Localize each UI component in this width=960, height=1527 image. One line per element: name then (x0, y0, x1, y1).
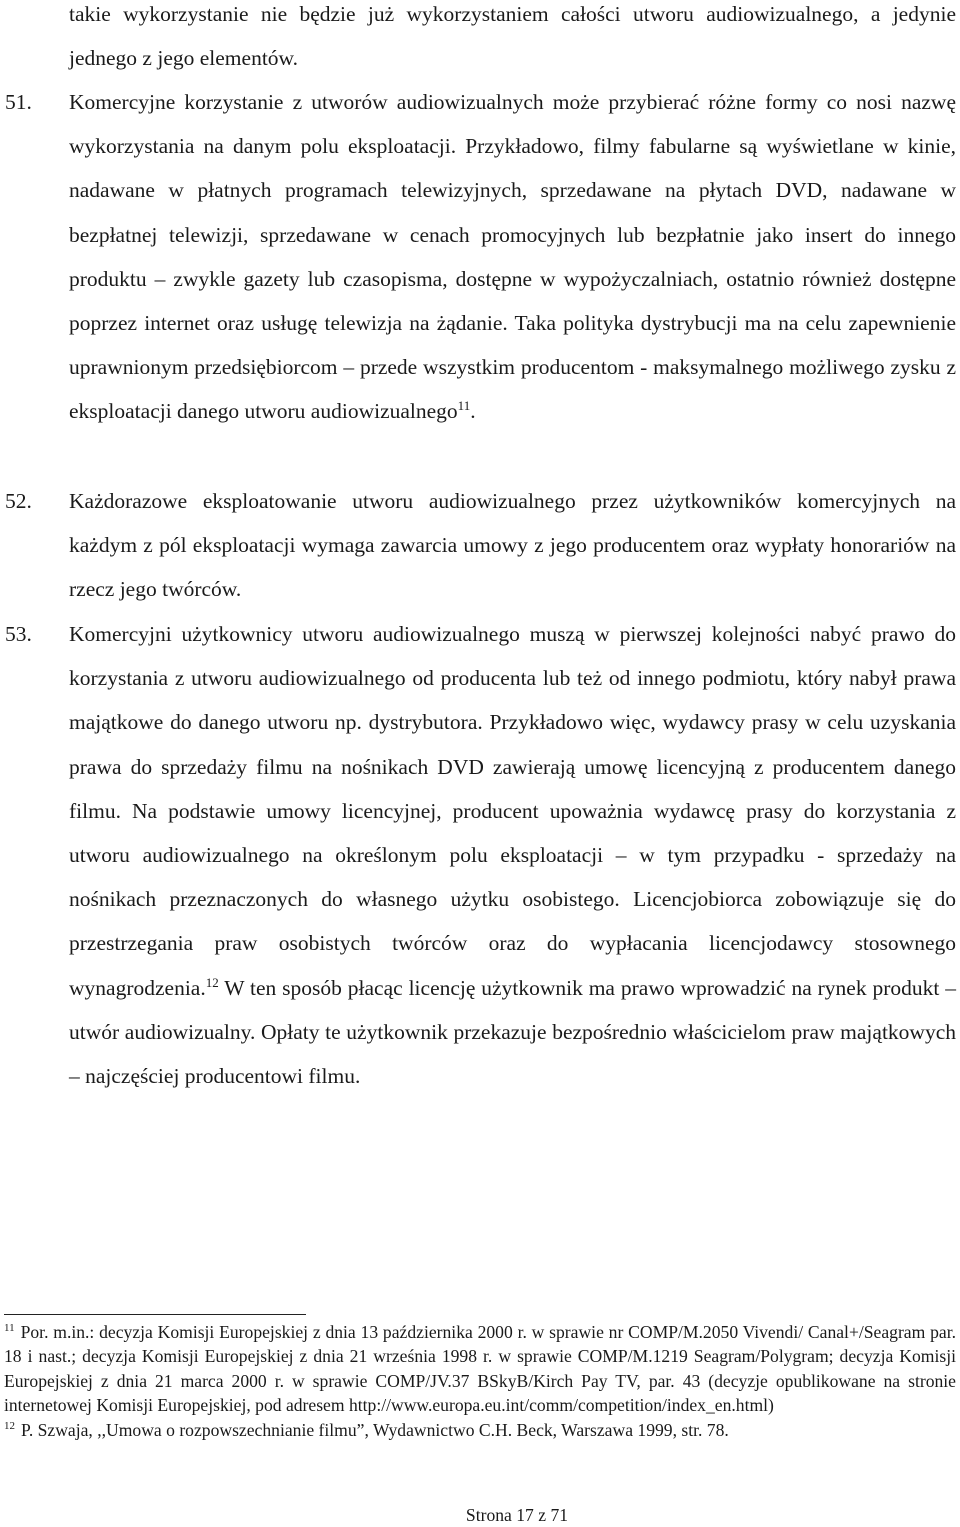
paragraph-continuation: takie wykorzystanie nie będzie już wykorzystaniem całości utworu audiowizualnego, a jedynie jednego z jego elementów. (69, 2, 956, 71)
paragraph-text: Komercyjne korzystanie z utworów audiowizualnych może przybierać różne formy co nosi nazwę wykorzystania na danym polu eksploatacji. Przykładowo, filmy fabularne są wyświetlane w kinie, nadawane w płatnych programach telewizyjnych, sprzedawane na płytach DVD, nadawane w bezpłatnej telewizji, sprzedawane w cenach promocyjnych lub bezpłatnie jako insert do innego produktu – zwykle gazety lub czasopisma, dostępne w wypożyczalniach, ostatnio również dostępne poprzez internet oraz usługę telewizja na żądanie. Taka polityka dystrybucji ma na celu zapewnienie uprawnionym przedsiębiorcom – przede wszystkim producentom - maksymalnego możliwego zysku z eksploatacji danego utworu audiowizualnego (69, 90, 956, 424)
footnote-text: P. Szwaja, ,,Umowa o rozpowszechnianie filmu”, Wydawnictwo C.H. Beck, Warszawa 1999, str. 78. (21, 1419, 729, 1440)
footnote-11 (4, 1320, 956, 1418)
footnote-reference[interactable]: 11 (457, 398, 471, 414)
footnote-number: 11 (4, 1322, 15, 1335)
paragraph-51 (5, 80, 956, 434)
paragraph-number: 53. (5, 622, 32, 646)
paragraph-text-continued: W ten sposób płacąc licencję użytkownik ma prawo wprowadzić na rynek produkt – utwór audiowizualny. Opłaty te użytkownik przekazuje bezpośrednio właścicielom praw majątkowych – najczęściej producentowi filmu. (69, 975, 956, 1089)
footnote-number: 12 (4, 1419, 15, 1432)
footnotes (4, 1320, 956, 1442)
paragraph-53 (5, 612, 956, 1098)
paragraph-text: Każdorazowe eksploatowanie utworu audiowizualnego przez użytkowników komercyjnych na każdym z pól eksploatacji wymaga zawarcia umowy z jego producentem oraz wypłaty honorariów na rzecz jego twórców. (69, 489, 956, 602)
paragraph-number: 52. (5, 489, 32, 513)
paragraph-52 (5, 479, 956, 612)
page-number: Strona 17 z 71 (465, 1505, 569, 1525)
footnote-text: Por. m.in.: decyzja Komisji Europejskiej z dnia 13 października 2000 r. w sprawie nr COMP/M.2050 Vivendi/ Canal+/Seagram par. 18 i nast.; decyzja Komisji Europejskiej z dnia 21 września 1998 r. w sprawie COMP/M.1219 Seagram/Polygram; decyzja Komisji Europejskiej z dnia 21 marca 2000 r. w sprawie COMP/JV.37 BSkyB/Kirch Pay TV, par. 43 (decyzje opublikowane na stronie internetowej Komisji Europejskiej, pod adresem http://www.europa.eu.int/comm/competition/index_en.html) (4, 1322, 956, 1416)
paragraph-number: 51. (5, 90, 32, 114)
footnote-separator (4, 1314, 306, 1315)
paragraph-text: Komercyjni użytkownicy utworu audiowizualnego muszą w pierwszej kolejności nabyć prawo do korzystania z utworu audiowizualnego od producenta lub też od innego podmiotu, który nabył prawa majątkowe do danego utworu np. dystrybutora. Przykładowo więc, wydawcy prasy w celu uzyskania prawa do sprzedaży filmu na nośnikach DVD zawierają umowę licencyjną z producentem danego filmu. Na podstawie umowy licencyjnej, producent upoważnia wydawcę prasy do korzystania z utworu audiowizualnego na określonym polu eksploatacji – w tym przypadku - sprzedaży na nośnikach przeznaczonych do własnego użytku osobistego. Licencjobiorca zobowiązuje się do przestrzegania praw osobistych twórców oraz do wypłacania licencjodawcy stosownego wynagrodzenia. (69, 622, 956, 1000)
footnote-12 (4, 1418, 956, 1442)
footnote-reference[interactable]: 12 (205, 974, 219, 990)
paragraph-tail: . (470, 399, 476, 424)
